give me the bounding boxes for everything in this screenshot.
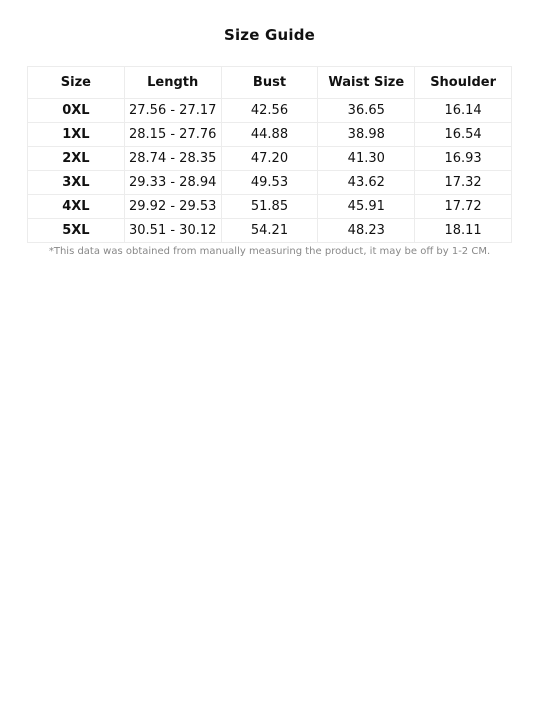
size-cell: 1XL — [28, 123, 125, 147]
size-cell: 3XL — [28, 171, 125, 195]
column-header-shoulder: Shoulder — [415, 67, 512, 99]
column-header-size: Size — [28, 67, 125, 99]
shoulder-cell: 17.32 — [415, 171, 512, 195]
length-cell: 29.33 - 28.94 — [124, 171, 221, 195]
size-cell: 5XL — [28, 219, 125, 243]
table-row — [28, 195, 512, 219]
column-header-bust: Bust — [221, 67, 318, 99]
waist-size-cell: 45.91 — [318, 195, 415, 219]
waist-size-cell: 36.65 — [318, 99, 415, 123]
bust-cell: 47.20 — [221, 147, 318, 171]
waist-size-cell: 41.30 — [318, 147, 415, 171]
length-cell: 28.74 - 28.35 — [124, 147, 221, 171]
table-row — [28, 171, 512, 195]
waist-size-cell: 48.23 — [318, 219, 415, 243]
length-cell: 30.51 - 30.12 — [124, 219, 221, 243]
table-row — [28, 99, 512, 123]
length-cell: 28.15 - 27.76 — [124, 123, 221, 147]
column-header-waist-size: Waist Size — [318, 67, 415, 99]
column-header-length: Length — [124, 67, 221, 99]
shoulder-cell: 17.72 — [415, 195, 512, 219]
shoulder-cell: 18.11 — [415, 219, 512, 243]
size-cell: 2XL — [28, 147, 125, 171]
waist-size-cell: 38.98 — [318, 123, 415, 147]
table-row — [28, 123, 512, 147]
shoulder-cell: 16.54 — [415, 123, 512, 147]
table-row — [28, 219, 512, 243]
length-cell: 27.56 - 27.17 — [124, 99, 221, 123]
page-title: Size Guide — [223, 26, 316, 44]
size-table — [27, 66, 512, 243]
bust-cell: 49.53 — [221, 171, 318, 195]
size-cell: 4XL — [28, 195, 125, 219]
shoulder-cell: 16.14 — [415, 99, 512, 123]
bust-cell: 51.85 — [221, 195, 318, 219]
table-header-row — [28, 67, 512, 99]
table-row — [28, 147, 512, 171]
waist-size-cell: 43.62 — [318, 171, 415, 195]
measurement-note: *This data was obtained from manually measuring the product, it may be off by 1-2 CM. — [48, 246, 491, 257]
bust-cell: 44.88 — [221, 123, 318, 147]
shoulder-cell: 16.93 — [415, 147, 512, 171]
length-cell: 29.92 - 29.53 — [124, 195, 221, 219]
bust-cell: 42.56 — [221, 99, 318, 123]
size-cell: 0XL — [28, 99, 125, 123]
bust-cell: 54.21 — [221, 219, 318, 243]
